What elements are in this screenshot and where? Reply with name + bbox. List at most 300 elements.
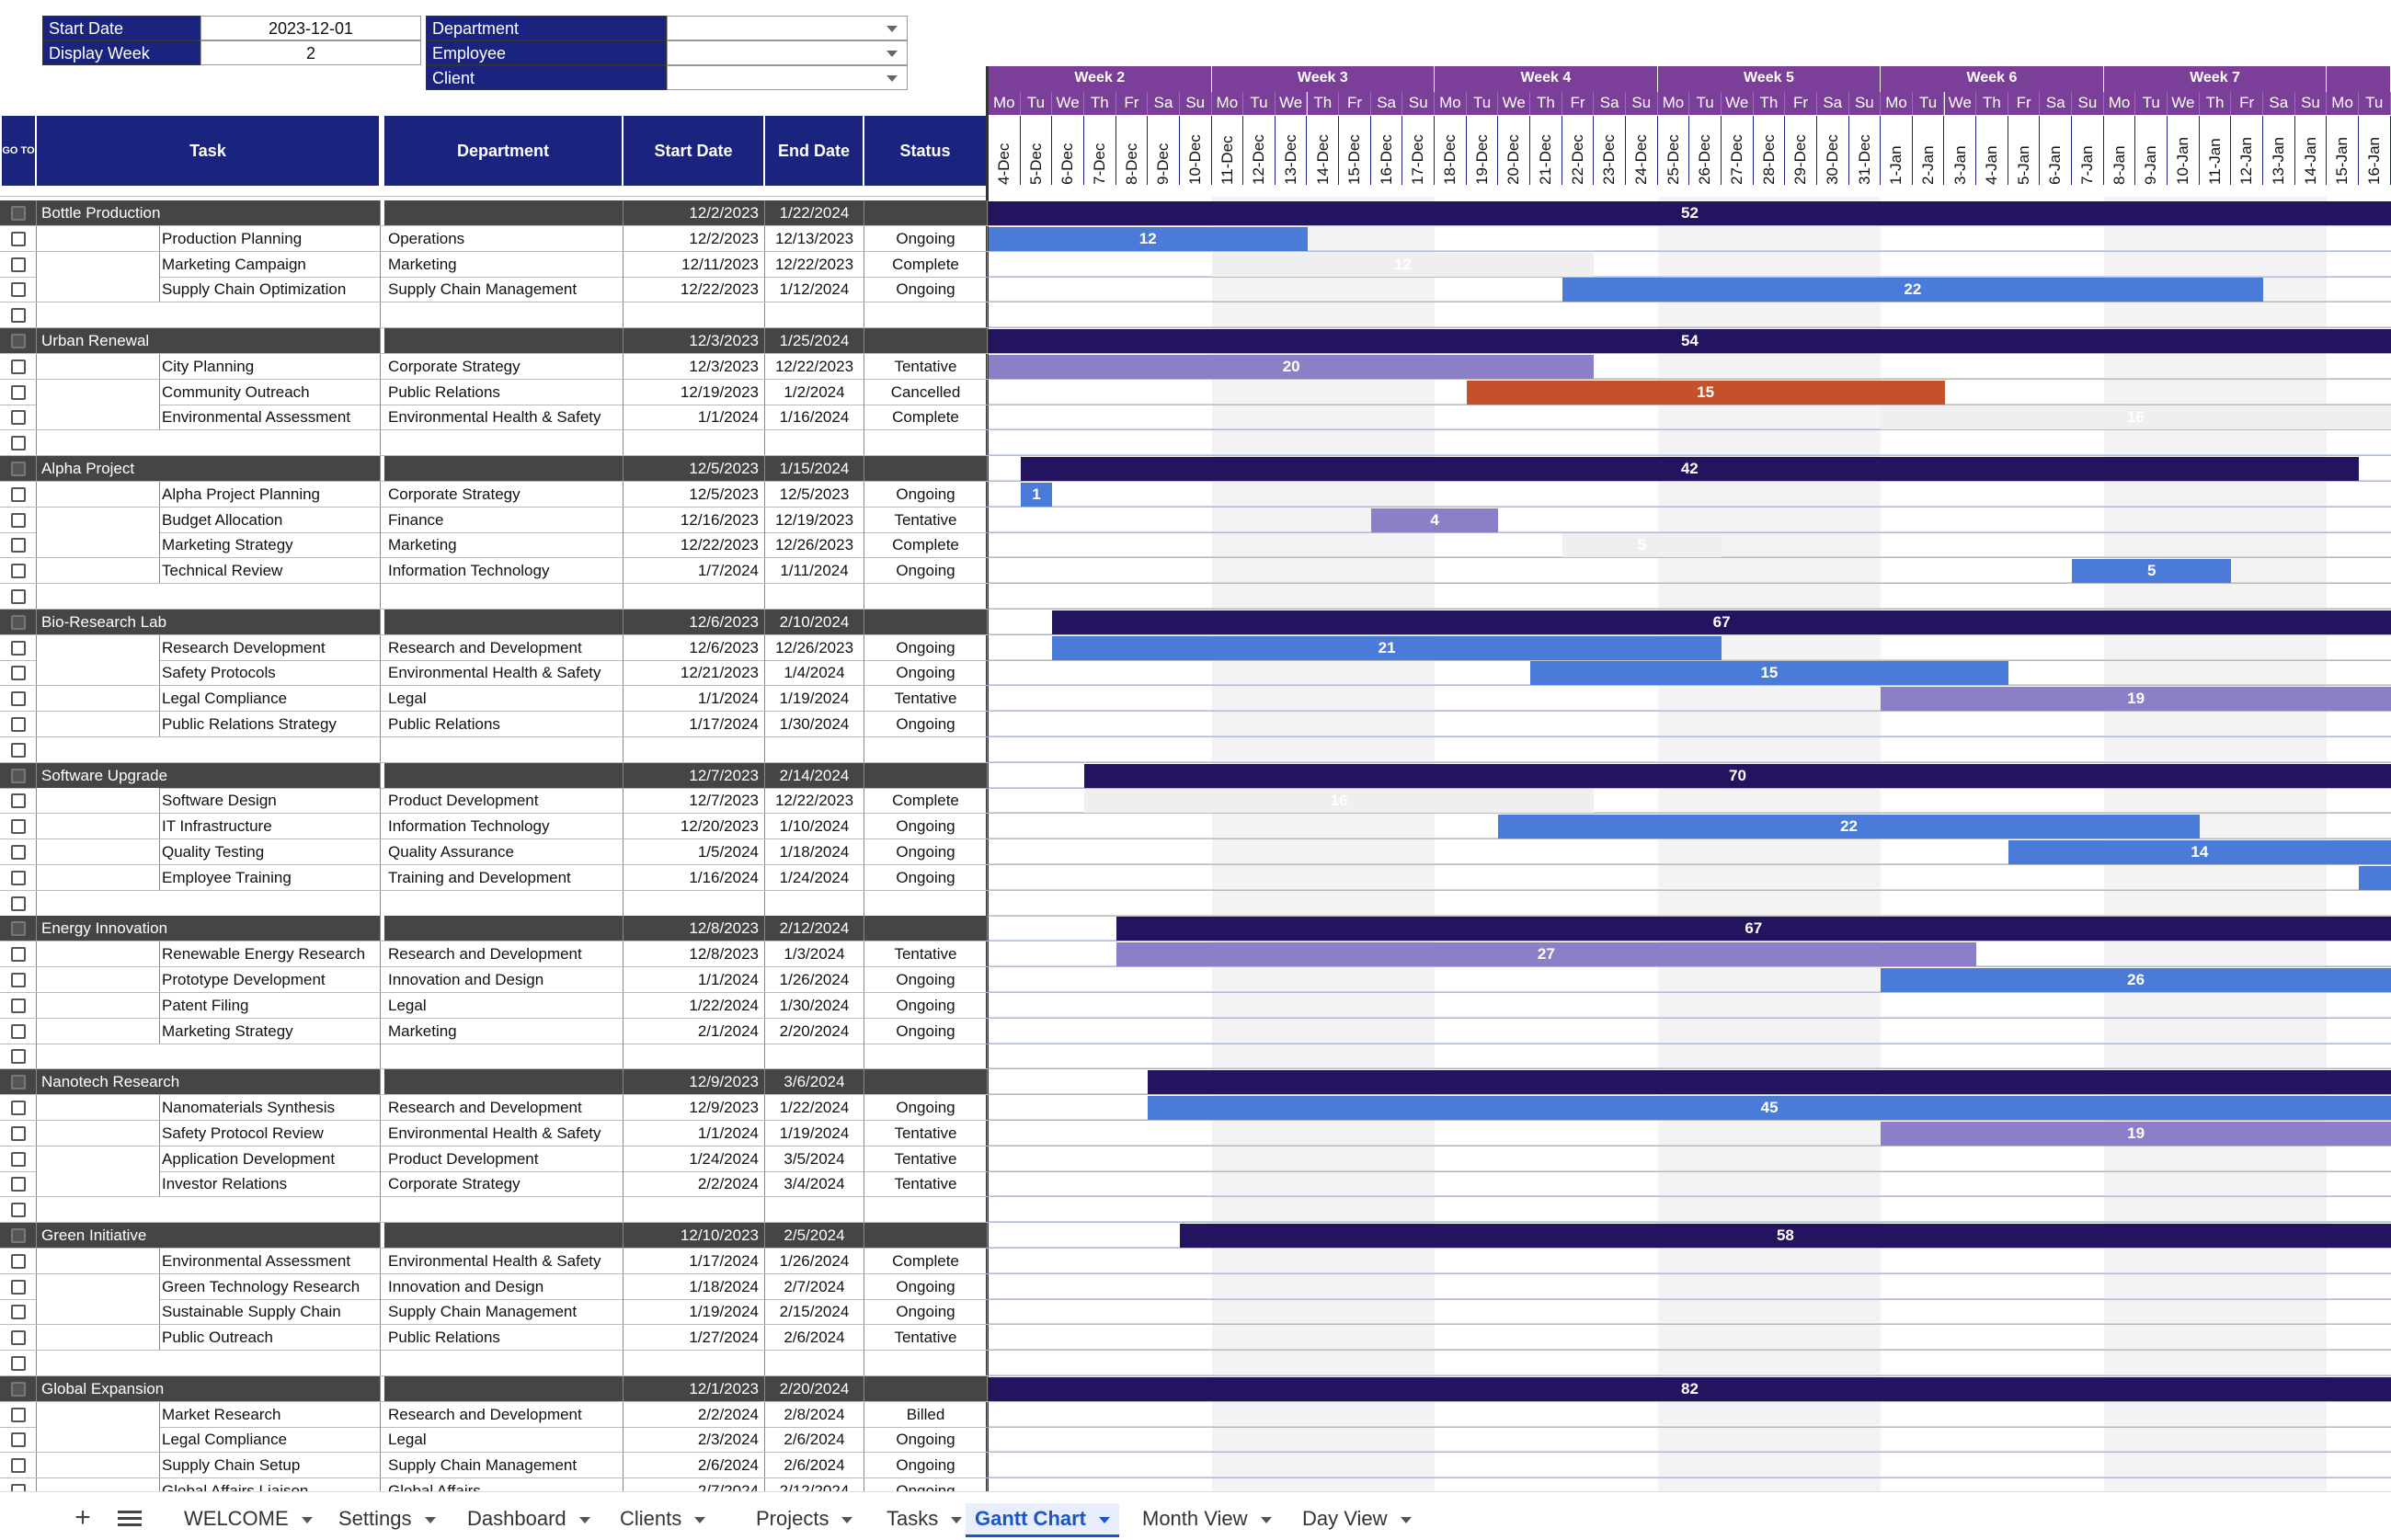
- day-of-week: Th: [1976, 92, 2008, 115]
- day-of-week: Mo: [1658, 92, 1690, 115]
- start-date-cell: 2/2/2024: [623, 1402, 765, 1427]
- end-date-cell: 1/26/2024: [765, 967, 864, 992]
- project-row: [0, 328, 2391, 354]
- chevron-down-icon[interactable]: [694, 1517, 705, 1523]
- date-cell: [1116, 116, 1149, 185]
- goto-checkbox[interactable]: [11, 1408, 26, 1422]
- status-cell: Tentative: [864, 1121, 988, 1146]
- project-row: [0, 200, 2391, 226]
- goto-checkbox[interactable]: [11, 1458, 26, 1473]
- task-bar[interactable]: 19: [1881, 1122, 2391, 1146]
- date-cell: [1594, 116, 1626, 185]
- project-bar[interactable]: [1148, 1070, 2391, 1094]
- day-of-week: Su: [1402, 92, 1435, 115]
- sheet-tab-label: Clients: [620, 1507, 681, 1530]
- chevron-down-icon: [887, 26, 898, 32]
- empty-cell: [765, 891, 864, 916]
- task-bar[interactable]: 21: [1052, 636, 1722, 660]
- date-label: 16-Dec: [1371, 116, 1401, 185]
- day-of-week: We: [1945, 92, 1977, 115]
- date-cell: [1562, 116, 1595, 185]
- empty-cell: [384, 1197, 623, 1222]
- date-cell: [1849, 116, 1882, 185]
- day-of-week: Tu: [1913, 92, 1945, 115]
- date-label: 12-Dec: [1243, 116, 1274, 185]
- goto-checkbox[interactable]: [11, 385, 26, 400]
- task-bar[interactable]: 22: [1498, 815, 2199, 838]
- date-cell: [2231, 116, 2263, 185]
- status-cell: Ongoing: [864, 967, 988, 992]
- goto-checkbox[interactable]: [11, 1254, 26, 1269]
- department-dropdown[interactable]: [667, 16, 908, 40]
- empty-cell: [765, 584, 864, 609]
- start-date-cell: 12/6/2023: [623, 635, 765, 660]
- goto-checkbox[interactable]: [11, 1101, 26, 1115]
- department-cell: [384, 610, 623, 634]
- end-date-cell: 1/19/2024: [765, 1121, 864, 1146]
- goto-cell: [0, 430, 37, 455]
- status-cell: Tentative: [864, 1146, 988, 1171]
- project-name: Alpha Project: [37, 456, 381, 481]
- start-date-cell: 1/1/2024: [623, 967, 765, 992]
- goto-header: GO TO: [2, 116, 37, 186]
- task-bar[interactable]: 26: [1881, 968, 2391, 992]
- start-date-cell: 12/5/2023: [623, 456, 765, 481]
- project-bar[interactable]: 52: [989, 201, 2391, 225]
- goto-cell: [0, 865, 37, 890]
- day-of-week: Tu: [1467, 92, 1499, 115]
- start-date-cell: 12/6/2023: [623, 610, 765, 634]
- department-cell: Product Development: [384, 1146, 623, 1171]
- goto-checkbox[interactable]: [11, 487, 26, 502]
- chevron-down-icon[interactable]: [425, 1517, 436, 1523]
- task-name: Marketing Strategy: [160, 1019, 381, 1044]
- indent-cell: [37, 686, 160, 711]
- table-row: [0, 941, 2391, 967]
- end-date-cell: 1/26/2024: [765, 1249, 864, 1273]
- goto-cell: [0, 1453, 37, 1477]
- goto-checkbox[interactable]: [11, 973, 26, 987]
- task-name: Public Outreach: [160, 1325, 381, 1350]
- department-cell: Public Relations: [384, 1325, 623, 1350]
- date-label: 14-Jan: [2295, 116, 2326, 185]
- table-row: [0, 558, 2391, 584]
- goto-checkbox[interactable]: [11, 921, 26, 936]
- date-label: 23-Dec: [1594, 116, 1624, 185]
- department-cell: Legal: [384, 1427, 623, 1452]
- task-name: Public Relations Strategy: [160, 712, 381, 736]
- end-date-cell: 3/5/2024: [765, 1146, 864, 1171]
- goto-checkbox[interactable]: [11, 1152, 26, 1167]
- day-of-week: Mo: [1881, 92, 1913, 115]
- department-cell: Research and Development: [384, 1402, 623, 1427]
- date-label: 11-Dec: [1212, 116, 1242, 185]
- department-cell: Corporate Strategy: [384, 1171, 623, 1196]
- indent-cell: [37, 839, 160, 864]
- goto-checkbox[interactable]: [11, 615, 26, 630]
- date-label: 6-Dec: [1052, 116, 1082, 185]
- indent-cell: [37, 1146, 160, 1171]
- goto-checkbox[interactable]: [11, 743, 26, 758]
- chevron-down-icon[interactable]: [841, 1517, 852, 1523]
- day-of-week: Su: [1626, 92, 1658, 115]
- date-label: 4-Dec: [989, 116, 1019, 185]
- day-of-week: We: [1722, 92, 1754, 115]
- date-cell: [1308, 116, 1340, 185]
- project-name: Global Expansion: [37, 1376, 381, 1401]
- status-cell: Ongoing: [864, 558, 988, 583]
- start-date-cell: 1/22/2024: [623, 993, 765, 1018]
- chevron-down-icon: [887, 75, 898, 82]
- end-date-header: End Date: [765, 116, 864, 186]
- department-cell: [384, 200, 623, 225]
- table-row: [0, 712, 2391, 737]
- goto-cell: [0, 1249, 37, 1273]
- goto-checkbox[interactable]: [11, 769, 26, 783]
- table-row: [0, 865, 2391, 891]
- task-name: Nanomaterials Synthesis: [160, 1095, 381, 1120]
- table-row: [0, 814, 2391, 839]
- day-of-week: We: [1498, 92, 1530, 115]
- task-name: Renewable Energy Research: [160, 941, 381, 966]
- goto-cell: [0, 1044, 37, 1068]
- goto-checkbox[interactable]: [11, 589, 26, 604]
- date-label: 8-Jan: [2104, 116, 2134, 185]
- display-week-label: Display Week: [42, 40, 200, 65]
- goto-checkbox[interactable]: [11, 1024, 26, 1039]
- menu-icon[interactable]: [118, 1511, 142, 1527]
- goto-checkbox[interactable]: [11, 871, 26, 885]
- status-cell: Ongoing: [864, 865, 988, 890]
- project-bar[interactable]: 67: [1116, 917, 2391, 941]
- start-date-cell: 12/2/2023: [623, 226, 765, 251]
- goto-checkbox[interactable]: [11, 1356, 26, 1371]
- task-bar[interactable]: 20: [989, 355, 1594, 379]
- indent-cell: [37, 558, 160, 583]
- day-of-week: Th: [1308, 92, 1340, 115]
- task-bar[interactable]: 27: [1116, 942, 1977, 966]
- goto-checkbox[interactable]: [11, 896, 26, 911]
- goto-checkbox[interactable]: [11, 410, 26, 425]
- goto-checkbox[interactable]: [11, 1126, 26, 1141]
- task-bar[interactable]: [2359, 866, 2391, 890]
- task-bar[interactable]: 14: [2008, 840, 2391, 864]
- end-date-cell: 2/14/2024: [765, 763, 864, 788]
- day-of-week: Th: [1754, 92, 1786, 115]
- task-bar[interactable]: 16: [1084, 789, 1594, 813]
- goto-checkbox[interactable]: [11, 998, 26, 1013]
- blank-row: [0, 737, 2391, 763]
- table-row: [0, 1453, 2391, 1478]
- chevron-down-icon[interactable]: [302, 1517, 313, 1523]
- goto-checkbox[interactable]: [11, 1177, 26, 1192]
- project-bar[interactable]: 82: [989, 1377, 2391, 1401]
- day-of-week: Fr: [2231, 92, 2263, 115]
- goto-checkbox[interactable]: [11, 1203, 26, 1217]
- task-bar[interactable]: 1: [1021, 483, 1053, 507]
- end-date-cell: 1/4/2024: [765, 660, 864, 685]
- date-cell: [2104, 116, 2136, 185]
- date-cell: [2168, 116, 2200, 185]
- goto-checkbox[interactable]: [11, 1228, 26, 1243]
- goto-checkbox[interactable]: [11, 793, 26, 808]
- date-label: 29-Dec: [1785, 116, 1815, 185]
- goto-checkbox[interactable]: [11, 947, 26, 962]
- chevron-down-icon[interactable]: [951, 1517, 962, 1523]
- department-cell: Training and Development: [384, 865, 623, 890]
- empty-cell: [765, 1197, 864, 1222]
- date-label: 6-Jan: [2040, 116, 2070, 185]
- goto-checkbox[interactable]: [11, 436, 26, 451]
- sheet-tab[interactable]: [175, 1503, 322, 1534]
- task-bar[interactable]: 15: [1530, 661, 2008, 685]
- goto-checkbox[interactable]: [11, 1049, 26, 1064]
- table-row: [0, 1325, 2391, 1351]
- goto-checkbox[interactable]: [11, 845, 26, 860]
- task-bar[interactable]: 12: [989, 227, 1308, 251]
- week-label: Week 6: [1881, 66, 2104, 92]
- date-label: 9-Jan: [2135, 116, 2166, 185]
- goto-checkbox[interactable]: [11, 641, 26, 656]
- date-label: 4-Jan: [1976, 116, 2007, 185]
- date-cell: [1976, 116, 2008, 185]
- empty-cell: [623, 891, 765, 916]
- employee-dropdown[interactable]: [667, 40, 908, 65]
- end-date-cell: 1/12/2024: [765, 277, 864, 302]
- sheet-tab[interactable]: [747, 1503, 862, 1534]
- status-cell: Ongoing: [864, 1019, 988, 1044]
- department-cell: [384, 1223, 623, 1248]
- end-date-cell: 2/6/2024: [765, 1325, 864, 1350]
- task-bar[interactable]: 5: [1562, 533, 1722, 557]
- task-bar[interactable]: 19: [1881, 687, 2391, 711]
- date-cell: [1148, 116, 1180, 185]
- sheet-tab-label: Gantt Chart: [975, 1507, 1086, 1530]
- goto-checkbox[interactable]: [11, 1330, 26, 1345]
- project-name: Bottle Production: [37, 200, 381, 225]
- project-bar[interactable]: 42: [1021, 457, 2359, 481]
- goto-checkbox[interactable]: [11, 308, 26, 323]
- end-date-cell: 1/22/2024: [765, 1095, 864, 1120]
- empty-cell: [384, 891, 623, 916]
- goto-cell: [0, 610, 37, 634]
- goto-checkbox[interactable]: [11, 462, 26, 476]
- project-bar[interactable]: 67: [1052, 610, 2391, 634]
- task-name: Safety Protocols: [160, 660, 381, 685]
- date-label: 19-Dec: [1467, 116, 1497, 185]
- sheet-tab[interactable]: [611, 1503, 715, 1534]
- date-cell: [1913, 116, 1945, 185]
- day-of-week: Tu: [1689, 92, 1722, 115]
- department-cell: Innovation and Design: [384, 967, 623, 992]
- status-cell: Complete: [864, 405, 988, 429]
- task-bar[interactable]: 12: [1212, 253, 1595, 277]
- indent-cell: [37, 993, 160, 1018]
- empty-cell: [37, 737, 381, 762]
- task-name: Community Outreach: [160, 380, 381, 405]
- date-label: 7-Jan: [2072, 116, 2102, 185]
- goto-cell: [0, 814, 37, 838]
- goto-checkbox[interactable]: [11, 232, 26, 246]
- status-cell: Ongoing: [864, 635, 988, 660]
- empty-cell: [37, 1044, 381, 1068]
- goto-checkbox[interactable]: [11, 666, 26, 680]
- goto-cell: [0, 1427, 37, 1452]
- indent-cell: [37, 941, 160, 966]
- blank-row: [0, 891, 2391, 917]
- task-bar[interactable]: 5: [2072, 559, 2231, 583]
- end-date-cell: 2/20/2024: [765, 1376, 864, 1401]
- chevron-down-icon[interactable]: [1099, 1517, 1110, 1523]
- task-bar[interactable]: 15: [1467, 381, 1945, 405]
- date-cell: [1243, 116, 1276, 185]
- start-date-cell: 12/8/2023: [623, 916, 765, 941]
- chevron-down-icon[interactable]: [1401, 1517, 1412, 1523]
- empty-cell: [864, 430, 988, 455]
- sheet-tab-label: Tasks: [887, 1507, 938, 1530]
- project-bar[interactable]: 70: [1084, 764, 2391, 788]
- sheet-tab[interactable]: [458, 1503, 600, 1534]
- status-cell: [864, 1376, 988, 1401]
- table-row: [0, 1095, 2391, 1121]
- empty-cell: [37, 1351, 381, 1375]
- goto-checkbox[interactable]: [11, 819, 26, 834]
- task-name: Production Planning: [160, 226, 381, 251]
- day-of-week: Th: [1084, 92, 1116, 115]
- task-bar[interactable]: 4: [1371, 508, 1499, 532]
- sheet-tab[interactable]: [877, 1503, 971, 1534]
- goto-checkbox[interactable]: [11, 513, 26, 528]
- status-cell: [864, 1069, 988, 1094]
- sheet-tab-label: WELCOME: [184, 1507, 289, 1530]
- date-label: 2-Jan: [1913, 116, 1943, 185]
- empty-cell: [384, 737, 623, 762]
- table-row: [0, 660, 2391, 686]
- end-date-cell: 2/20/2024: [765, 1019, 864, 1044]
- goto-checkbox[interactable]: [11, 1432, 26, 1447]
- date-cell: [1435, 116, 1467, 185]
- end-date-cell: 12/19/2023: [765, 508, 864, 532]
- day-of-week: Th: [2200, 92, 2232, 115]
- table-row: [0, 354, 2391, 380]
- status-cell: Ongoing: [864, 277, 988, 302]
- goto-checkbox[interactable]: [11, 691, 26, 706]
- task-bar[interactable]: 22: [1562, 278, 2263, 302]
- end-date-cell: 2/6/2024: [765, 1453, 864, 1477]
- project-row: [0, 456, 2391, 482]
- chevron-down-icon: [887, 51, 898, 57]
- goto-checkbox[interactable]: [11, 538, 26, 553]
- end-date-cell: 2/8/2024: [765, 1402, 864, 1427]
- blank-row: [0, 584, 2391, 610]
- date-label: 15-Jan: [2327, 116, 2357, 185]
- end-date-cell: 1/24/2024: [765, 865, 864, 890]
- sheet-tab[interactable]: [966, 1503, 1119, 1537]
- task-header: Task: [37, 116, 381, 186]
- goto-cell: [0, 380, 37, 405]
- day-of-week: Sa: [2263, 92, 2295, 115]
- department-cell: Innovation and Design: [384, 1274, 623, 1299]
- goto-checkbox[interactable]: [11, 1305, 26, 1319]
- sheet-tab[interactable]: [1293, 1503, 1421, 1534]
- week-label: Week 3: [1212, 66, 1436, 92]
- date-label: 14-Dec: [1308, 116, 1338, 185]
- project-bar[interactable]: 58: [1180, 1224, 2391, 1248]
- table-row: [0, 508, 2391, 533]
- indent-cell: [37, 252, 160, 277]
- day-of-week: Fr: [1339, 92, 1371, 115]
- end-date-cell: 1/30/2024: [765, 712, 864, 736]
- goto-checkbox[interactable]: [11, 257, 26, 272]
- goto-checkbox[interactable]: [11, 282, 26, 297]
- empty-cell: [384, 430, 623, 455]
- indent-cell: [37, 1121, 160, 1146]
- date-cell: [1754, 116, 1786, 185]
- goto-checkbox[interactable]: [11, 206, 26, 221]
- end-date-cell: 12/22/2023: [765, 788, 864, 813]
- start-date-cell: 12/2/2023: [623, 200, 765, 225]
- indent-cell: [37, 380, 160, 405]
- end-date-cell: 1/30/2024: [765, 993, 864, 1018]
- start-date-cell: 1/24/2024: [623, 1146, 765, 1171]
- department-cell: Supply Chain Management: [384, 1453, 623, 1477]
- end-date-cell: 3/6/2024: [765, 1069, 864, 1094]
- start-date-cell: 2/3/2024: [623, 1427, 765, 1452]
- goto-checkbox[interactable]: [11, 359, 26, 374]
- project-name: Energy Innovation: [37, 916, 381, 941]
- blank-row: [0, 1351, 2391, 1376]
- goto-checkbox[interactable]: [11, 717, 26, 732]
- status-cell: [864, 456, 988, 481]
- start-date-field[interactable]: 2023-12-01: [200, 16, 421, 40]
- chevron-down-icon[interactable]: [579, 1517, 590, 1523]
- department-cell: Information Technology: [384, 558, 623, 583]
- project-bar[interactable]: 54: [989, 329, 2391, 353]
- department-cell: Environmental Health & Safety: [384, 405, 623, 429]
- start-date-cell: 1/17/2024: [623, 712, 765, 736]
- empty-cell: [37, 584, 381, 609]
- display-week-field[interactable]: 2: [200, 40, 421, 65]
- end-date-cell: 12/26/2023: [765, 635, 864, 660]
- goto-cell: [0, 1274, 37, 1299]
- sheet-tab[interactable]: [1133, 1503, 1281, 1534]
- status-cell: Tentative: [864, 508, 988, 532]
- project-row: [0, 916, 2391, 941]
- task-bar[interactable]: 45: [1148, 1096, 2391, 1120]
- client-dropdown[interactable]: [667, 65, 908, 90]
- status-cell: Ongoing: [864, 993, 988, 1018]
- indent-cell: [37, 814, 160, 838]
- start-date-cell: 12/7/2023: [623, 788, 765, 813]
- goto-checkbox[interactable]: [11, 564, 26, 578]
- empty-cell: [384, 1351, 623, 1375]
- goto-checkbox[interactable]: [11, 1382, 26, 1397]
- date-label: 12-Jan: [2231, 116, 2261, 185]
- plus-icon[interactable]: +: [68, 1503, 97, 1534]
- goto-checkbox[interactable]: [11, 1075, 26, 1089]
- status-cell: Complete: [864, 252, 988, 277]
- goto-checkbox[interactable]: [11, 334, 26, 348]
- start-date-cell: 1/27/2024: [623, 1325, 765, 1350]
- sheet-tab[interactable]: [329, 1503, 445, 1534]
- chevron-down-icon[interactable]: [1261, 1517, 1272, 1523]
- day-of-week: Fr: [1785, 92, 1817, 115]
- task-bar[interactable]: 16: [1881, 405, 2390, 429]
- end-date-cell: 12/5/2023: [765, 482, 864, 507]
- goto-checkbox[interactable]: [11, 1280, 26, 1295]
- table-row: [0, 226, 2391, 252]
- day-of-week: We: [2168, 92, 2200, 115]
